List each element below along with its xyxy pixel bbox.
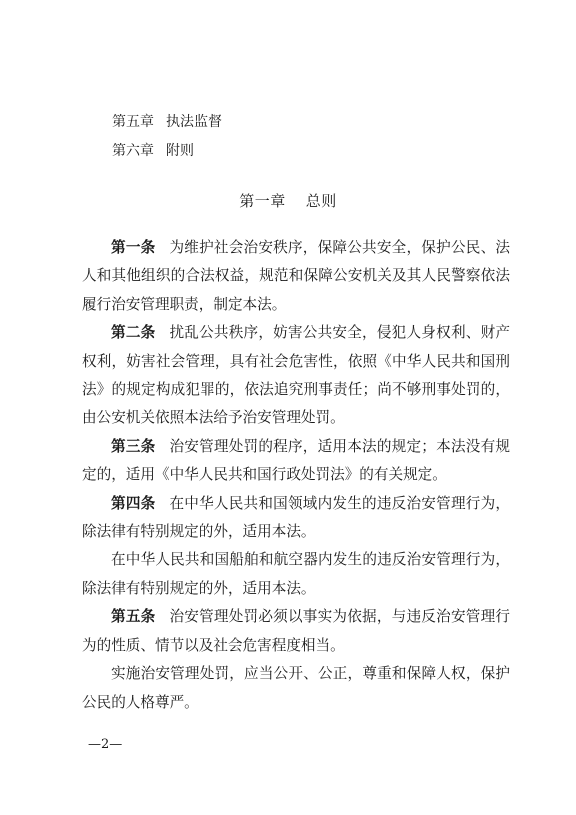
toc-chapter-title: 执法监督 xyxy=(166,114,222,130)
article-paragraph xyxy=(82,319,510,433)
toc-item-chapter-5 xyxy=(112,108,222,137)
chapter-heading xyxy=(0,190,576,211)
article-text: 扰乱公共秩序，妨害公共安全，侵犯人身权利、财产权利，妨害社会管理，具有社会危害性，依照《中华人民共和国刑法》的规定构成犯罪的，依法追究刑事责任；尚不够刑事处罚的，由公安机关依照本法给予治安管理处罚。 xyxy=(82,324,510,427)
article-text: 治安管理处罚必须以事实为依据，与违反治安管理行为的性质、情节以及社会危害程度相当。 xyxy=(82,608,510,654)
chapter-number: 第一章 xyxy=(239,192,286,210)
page-number: —2— xyxy=(88,737,123,752)
article-text: 在中华人民共和国领域内发生的违反治安管理行为，除法律有特别规定的外，适用本法。 xyxy=(82,494,510,541)
article-number: 第一条 xyxy=(111,239,156,256)
article-text: 在中华人民共和国船舶和航空器内发生的违反治安管理行为，除法律有特别规定的外，适用本法。 xyxy=(82,551,510,597)
article-text: 为维护社会治安秩序，保障公共安全，保护公民、法人和其他组织的合法权益，规范和保障公安机关及其人民警察依法履行治安管理职责，制定本法。 xyxy=(82,239,510,313)
article-paragraph xyxy=(82,546,510,603)
article-body xyxy=(82,234,510,717)
article-number: 第三条 xyxy=(111,437,156,455)
toc-chapter-title: 附则 xyxy=(166,143,194,159)
article-text: 实施治安管理处罚，应当公开、公正，尊重和保障人权，保护公民的人格尊严。 xyxy=(82,665,510,711)
article-number: 第四条 xyxy=(111,494,156,512)
toc-item-chapter-6 xyxy=(112,137,222,166)
article-paragraph xyxy=(82,490,510,547)
article-number: 第五条 xyxy=(111,608,156,626)
article-paragraph xyxy=(82,234,510,319)
toc-chapter-number: 第五章 xyxy=(112,114,154,130)
toc-chapter-number: 第六章 xyxy=(112,143,154,159)
article-text: 治安管理处罚的程序，适用本法的规定；本法没有规定的，适用《中华人民共和国行政处罚法》的有关规定。 xyxy=(82,437,510,484)
article-paragraph xyxy=(82,660,510,717)
article-paragraph xyxy=(82,603,510,660)
article-paragraph xyxy=(82,433,510,490)
chapter-name: 总则 xyxy=(305,192,337,210)
article-number: 第二条 xyxy=(111,324,156,342)
table-of-contents xyxy=(112,108,222,166)
